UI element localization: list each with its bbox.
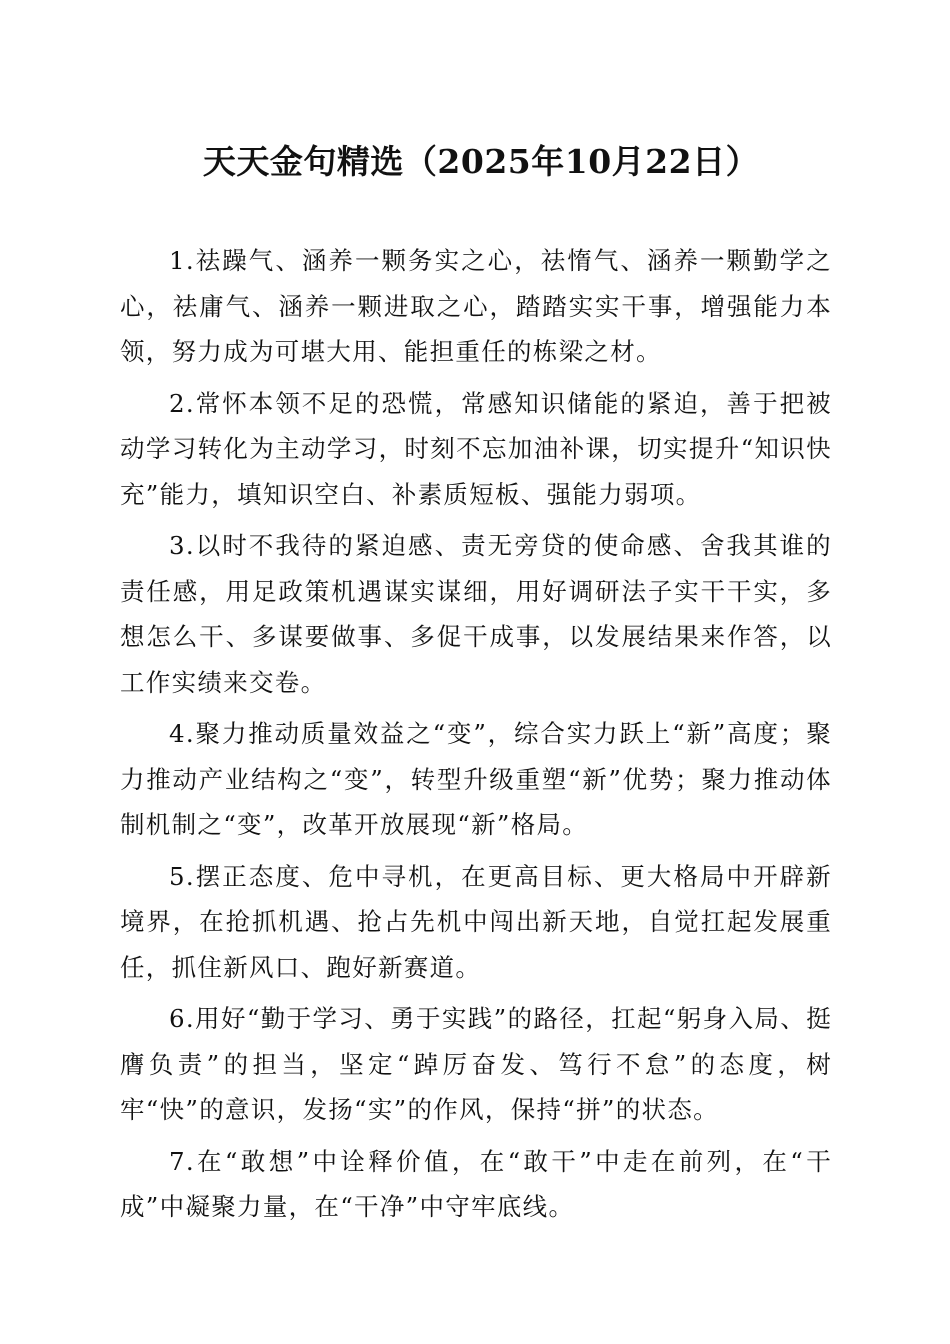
quote-item-6: 6.用好“勤于学习、勇于实践”的路径，扛起“躬身入局、挺膺负责”的担当，坚定“踔厉奋发、笃行不怠”的态度，树牢“快”的意识，发扬“实”的作风，保持“拼”的状态。 [120, 1004, 832, 1124]
quote-item-2: 2.常怀本领不足的恐慌，常感知识储能的紧迫，善于把被动学习转化为主动学习，时刻不忘加油补课，切实提升“知识快充”能力，填知识空白、补素质短板、强能力弱项。 [120, 388, 832, 509]
quote-item-3: 3.以时不我待的紧迫感、责无旁贷的使命感、舍我其谁的责任感，用足政策机遇谋实谋细，用好调研法子实干干实，多想怎么干、多谋要做事、多促干成事，以发展结果来作答，以工作实绩来交卷。 [120, 531, 832, 697]
document-title: 天天金句精选（2025年10月22日） [202, 142, 760, 181]
quote-item-4: 4.聚力推动质量效益之“变”，综合实力跃上“新”高度；聚力推动产业结构之“变”，转型升级重塑“新”优势；聚力推动体制机制之“变”，改革开放展现“新”格局。 [120, 719, 832, 839]
quote-list [120, 238, 832, 1230]
quote-item-5: 5.摆正态度、危中寻机，在更高目标、更大格局中开辟新境界，在抢抓机遇、抢占先机中闯出新天地，自觉扛起发展重任，抓住新风口、跑好新赛道。 [120, 861, 832, 982]
quote-item-1: 1.祛躁气、涵养一颗务实之心，祛惰气、涵养一颗勤学之心，祛庸气、涵养一颗进取之心，踏踏实实干事，增强能力本领，努力成为可堪大用、能担重任的栋梁之材。 [120, 246, 832, 366]
quote-item-7: 7.在“敢想”中诠释价值，在“敢干”中走在前列，在“干成”中凝聚力量，在“干净”中守牢底线。 [120, 1146, 832, 1221]
